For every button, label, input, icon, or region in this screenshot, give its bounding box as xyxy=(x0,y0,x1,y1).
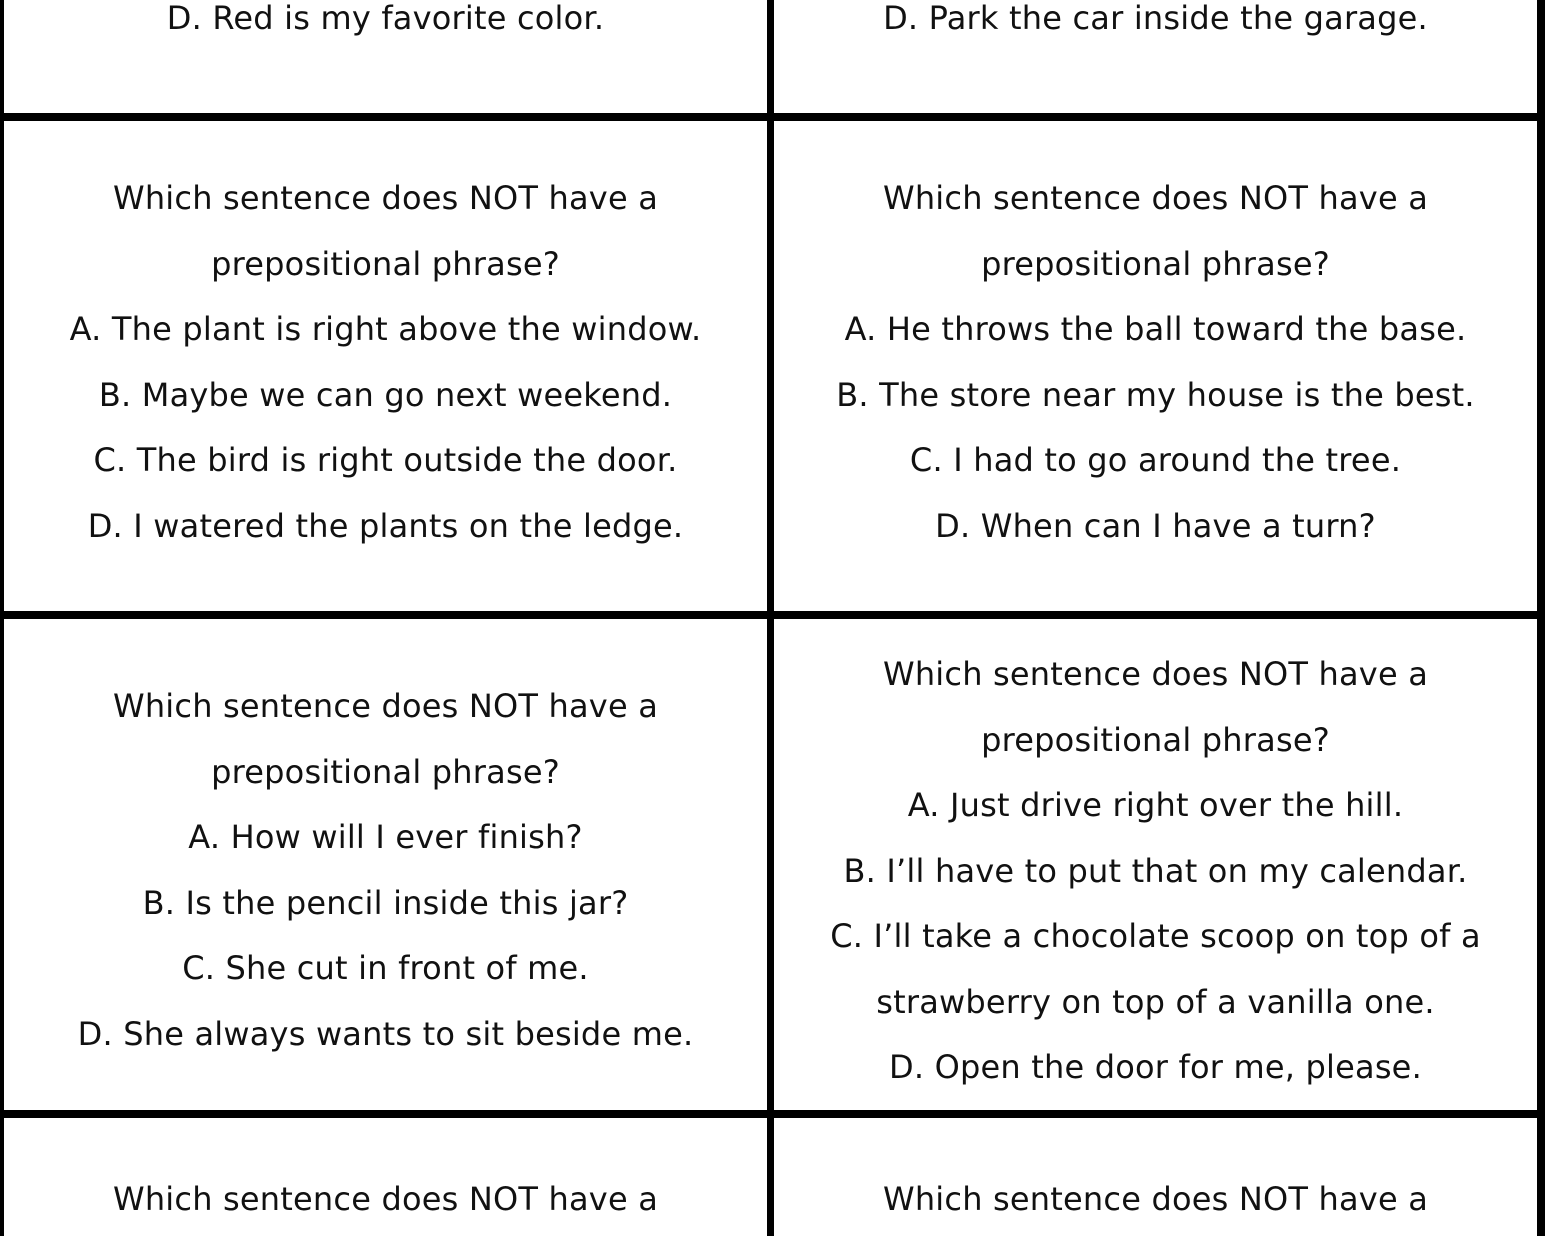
task-card xyxy=(4,0,767,52)
answer-option-b: B. Is the pencil inside this jar? xyxy=(142,883,629,922)
task-card xyxy=(774,166,1537,559)
question-line-1: Which sentence does NOT have a xyxy=(882,179,1429,217)
answer-option-d: D. When can I have a turn? xyxy=(935,506,1376,545)
answer-option-c: C. I’ll take a chocolate scoop on top of a xyxy=(830,917,1481,955)
answer-option-a: A. He throws the ball toward the base. xyxy=(844,310,1467,348)
question-line-2: prepositional phrase? xyxy=(981,244,1330,283)
answer-option-c-continued: strawberry on top of a vanilla one. xyxy=(876,982,1435,1021)
answer-option-c: C. She cut in front of me. xyxy=(182,949,589,987)
task-card xyxy=(4,1167,767,1233)
answer-option-a: A. The plant is right above the window. xyxy=(69,310,702,348)
question-line-1: Which sentence does NOT have a xyxy=(112,179,659,217)
question-line-2: prepositional phrase? xyxy=(211,752,560,791)
question-line-2: prepositional phrase? xyxy=(211,244,560,283)
row-divider-2 xyxy=(0,611,1545,619)
answer-option-d: D. Park the car inside the garage. xyxy=(883,0,1428,37)
row-divider-3 xyxy=(0,1110,1545,1118)
task-card xyxy=(774,642,1537,1101)
answer-option-b: B. Maybe we can go next weekend. xyxy=(98,375,673,414)
question-line-1: Which sentence does NOT have a xyxy=(112,687,659,725)
answer-option-a: A. How will I ever finish? xyxy=(188,818,583,856)
answer-option-b: B. I’ll have to put that on my calendar. xyxy=(843,851,1468,890)
question-line-1: Which sentence does NOT have a xyxy=(882,1180,1429,1218)
answer-option-d: D. Red is my favorite color. xyxy=(166,0,605,37)
question-line-1: Which sentence does NOT have a xyxy=(112,1180,659,1218)
question-line-1: Which sentence does NOT have a xyxy=(882,655,1429,693)
answer-option-a: A. Just drive right over the hill. xyxy=(907,786,1404,824)
task-card xyxy=(4,674,767,1067)
task-card xyxy=(774,1167,1537,1233)
question-line-2: prepositional phrase? xyxy=(981,720,1330,759)
task-card xyxy=(4,166,767,559)
answer-option-b: B. The store near my house is the best. xyxy=(836,375,1475,414)
answer-option-d: D. She always wants to sit beside me. xyxy=(77,1014,694,1053)
answer-option-c: C. I had to go around the tree. xyxy=(909,441,1402,479)
answer-option-c: C. The bird is right outside the door. xyxy=(93,441,678,479)
row-divider-1 xyxy=(0,113,1545,121)
task-card xyxy=(774,0,1537,52)
answer-option-d: D. I watered the plants on the ledge. xyxy=(87,506,684,545)
answer-option-d: D. Open the door for me, please. xyxy=(889,1048,1422,1086)
